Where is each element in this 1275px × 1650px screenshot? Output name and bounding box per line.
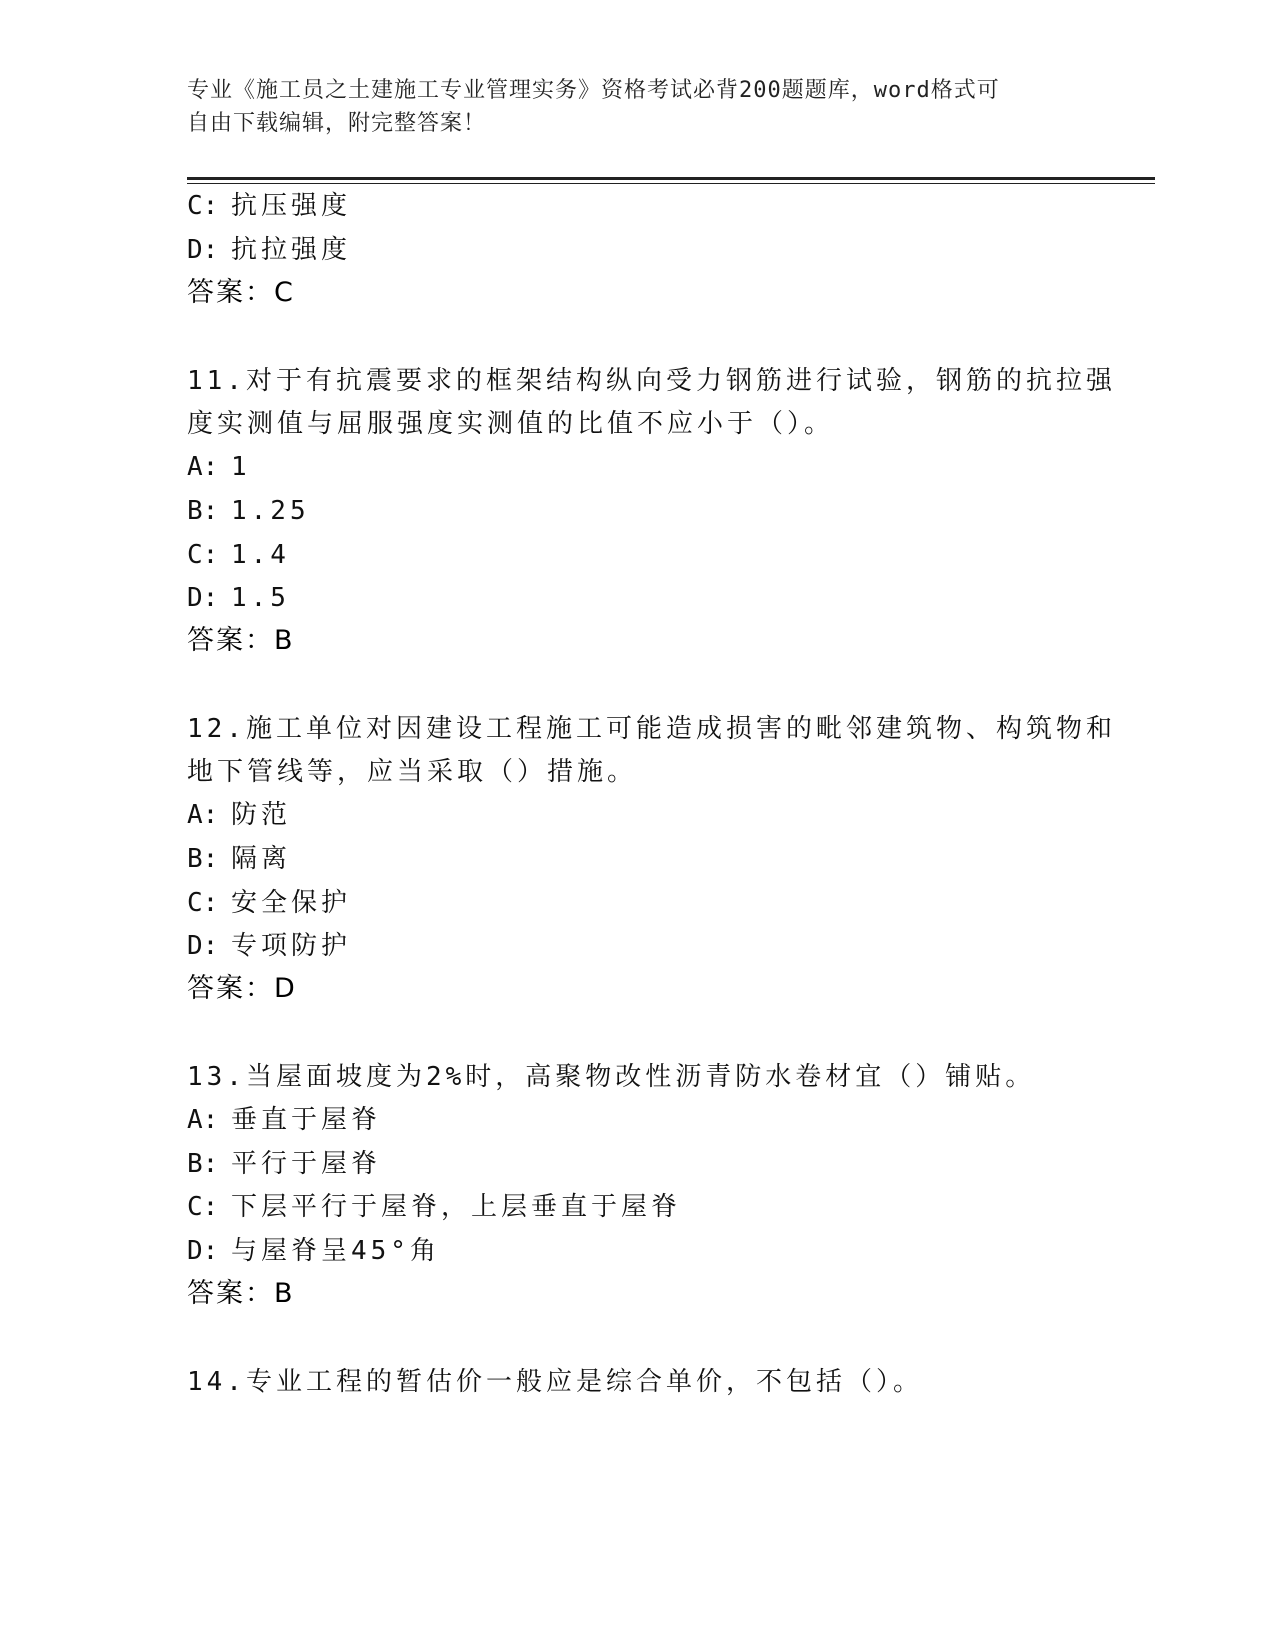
option-text: 1 <box>231 452 251 482</box>
option-letter: D: <box>187 931 219 961</box>
question-11-line-1: 11.对于有抗震要求的框架结构纵向受力钢筋进行试验，钢筋的抗拉强 <box>187 366 1116 396</box>
option-letter: C: <box>187 888 219 918</box>
option-text: 平行于屋脊 <box>231 1149 382 1179</box>
option-c <box>187 886 351 920</box>
option-text: 安全保护 <box>231 888 352 918</box>
option-text: 防范 <box>231 800 292 830</box>
header-line-2: 自由下载编辑，附完整答案！ <box>187 111 487 136</box>
option-a <box>187 1103 381 1137</box>
option-letter: D: <box>187 1236 219 1266</box>
question-13-line-1: 13.当屋面坡度为2%时，高聚物改性沥青防水卷材宜（）铺贴。 <box>187 1062 1036 1092</box>
question-12-line-2: 地下管线等，应当采取（）措施。 <box>187 757 638 787</box>
option-letter: C: <box>187 540 219 570</box>
option-text: 1.25 <box>231 496 310 526</box>
option-text: 1.4 <box>231 540 290 570</box>
option-letter: A: <box>187 452 219 482</box>
header-divider-thick <box>187 177 1155 180</box>
option-letter: B: <box>187 496 219 526</box>
option-b <box>187 1147 381 1181</box>
question-11-line-2: 度实测值与屈服强度实测值的比值不应小于（）。 <box>187 409 835 439</box>
option-c <box>187 189 351 223</box>
option-b <box>187 494 310 528</box>
option-a <box>187 450 251 484</box>
question-12-line-1: 12.施工单位对因建设工程施工可能造成损害的毗邻建筑物、构筑物和 <box>187 714 1116 744</box>
option-c <box>187 538 290 572</box>
option-letter: B: <box>187 844 219 874</box>
option-letter: D: <box>187 235 219 265</box>
header-line-1: 专业《施工员之土建施工专业管理实务》资格考试必背200题题库，word格式可 <box>187 78 1000 103</box>
option-text: 与屋脊呈45°角 <box>231 1236 440 1266</box>
option-letter: B: <box>187 1149 219 1179</box>
option-letter: C: <box>187 1192 219 1222</box>
option-b <box>187 842 291 876</box>
option-d <box>187 1234 440 1268</box>
option-letter: D: <box>187 583 219 613</box>
option-letter: A: <box>187 1105 219 1135</box>
option-text: 抗拉强度 <box>231 235 352 265</box>
question-14-line-1: 14.专业工程的暂估价一般应是综合单价，不包括（）。 <box>187 1367 923 1397</box>
option-text: 垂直于屋脊 <box>231 1105 382 1135</box>
answer-label: 答案：C <box>187 277 295 308</box>
option-letter: A: <box>187 800 219 830</box>
option-c <box>187 1190 681 1224</box>
answer-label: 答案：B <box>187 625 295 656</box>
answer-label: 答案：B <box>187 1278 295 1309</box>
option-d <box>187 581 290 615</box>
option-text: 下层平行于屋脊，上层垂直于屋脊 <box>231 1192 682 1222</box>
option-text: 1.5 <box>231 583 290 613</box>
document-header <box>187 74 1067 140</box>
option-a <box>187 798 291 832</box>
option-d <box>187 233 351 267</box>
option-d <box>187 929 351 963</box>
option-text: 专项防护 <box>231 931 352 961</box>
option-letter: C: <box>187 191 219 221</box>
answer-label: 答案：D <box>187 973 297 1004</box>
option-text: 隔离 <box>231 844 292 874</box>
header-divider-thin <box>187 183 1155 184</box>
option-text: 抗压强度 <box>231 191 352 221</box>
